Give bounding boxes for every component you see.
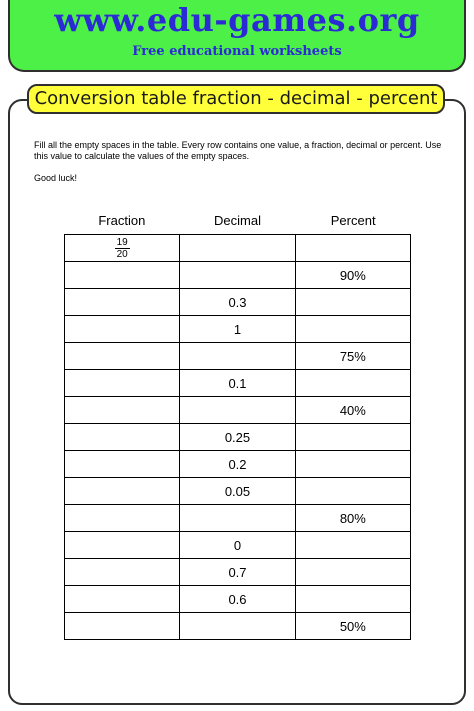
decimal-cell[interactable]: 0.05 [180,478,295,505]
percent-cell[interactable] [295,370,410,397]
fraction-cell[interactable] [65,505,180,532]
decimal-cell[interactable] [180,505,295,532]
fraction-cell[interactable] [65,343,180,370]
percent-cell[interactable] [295,586,410,613]
percent-cell[interactable] [295,559,410,586]
table-row [65,478,411,505]
percent-cell[interactable]: 50% [295,613,410,640]
good-luck-text: Good luck! [34,173,78,183]
decimal-cell[interactable] [180,613,295,640]
fraction-cell[interactable] [65,613,180,640]
table-row [65,316,411,343]
header-fraction: Fraction [98,213,146,228]
conversion-table [64,234,411,640]
decimal-cell[interactable]: 0.1 [180,370,295,397]
percent-cell[interactable] [295,532,410,559]
table-row [65,235,411,262]
table-row [65,559,411,586]
decimal-cell[interactable] [180,235,295,262]
decimal-cell[interactable]: 0 [180,532,295,559]
table-row [65,262,411,289]
percent-cell[interactable] [295,451,410,478]
header-decimal: Decimal [214,213,261,228]
table-row [65,397,411,424]
fraction-denominator: 20 [116,248,128,260]
decimal-cell[interactable]: 0.25 [180,424,295,451]
percent-cell[interactable] [295,316,410,343]
table-headers [64,212,411,230]
table-row [65,424,411,451]
decimal-cell[interactable] [180,343,295,370]
decimal-cell[interactable]: 0.7 [180,559,295,586]
worksheet-title: Conversion table fraction - decimal - percent [27,84,445,114]
table-row [65,289,411,316]
fraction-cell[interactable] [65,235,180,262]
decimal-cell[interactable] [180,397,295,424]
decimal-cell[interactable]: 0.3 [180,289,295,316]
percent-cell[interactable]: 80% [295,505,410,532]
percent-cell[interactable] [295,424,410,451]
fraction-cell[interactable] [65,262,180,289]
table-row [65,343,411,370]
fraction-cell[interactable] [65,532,180,559]
header-percent: Percent [330,213,376,228]
site-title: www.edu-games.org [54,1,420,39]
fraction-cell[interactable] [65,559,180,586]
fraction-cell[interactable] [65,289,180,316]
table-row [65,586,411,613]
table-row [65,451,411,478]
percent-cell[interactable] [295,289,410,316]
fraction-numerator: 19 [116,236,128,248]
decimal-cell[interactable]: 0.6 [180,586,295,613]
decimal-cell[interactable]: 1 [180,316,295,343]
percent-cell[interactable]: 90% [295,262,410,289]
table-row [65,370,411,397]
fraction-cell[interactable] [65,424,180,451]
site-banner [8,0,466,72]
percent-cell[interactable]: 75% [295,343,410,370]
percent-cell[interactable] [295,478,410,505]
fraction-cell[interactable] [65,586,180,613]
fraction-cell[interactable] [65,478,180,505]
fraction-cell[interactable] [65,370,180,397]
decimal-cell[interactable]: 0.2 [180,451,295,478]
table-row [65,505,411,532]
percent-cell[interactable] [295,235,410,262]
decimal-cell[interactable] [180,262,295,289]
fraction-cell[interactable] [65,451,180,478]
fraction-cell[interactable] [65,316,180,343]
table-row [65,532,411,559]
instructions-text: Fill all the empty spaces in the table. Every row contains one value, a fraction, decimal or percent. Use this value to calculate the values of the empty spaces. [34,140,442,161]
fraction-value [115,237,130,260]
fraction-cell[interactable] [65,397,180,424]
table-row [65,613,411,640]
percent-cell[interactable]: 40% [295,397,410,424]
site-subtitle: Free educational worksheets [132,44,342,59]
